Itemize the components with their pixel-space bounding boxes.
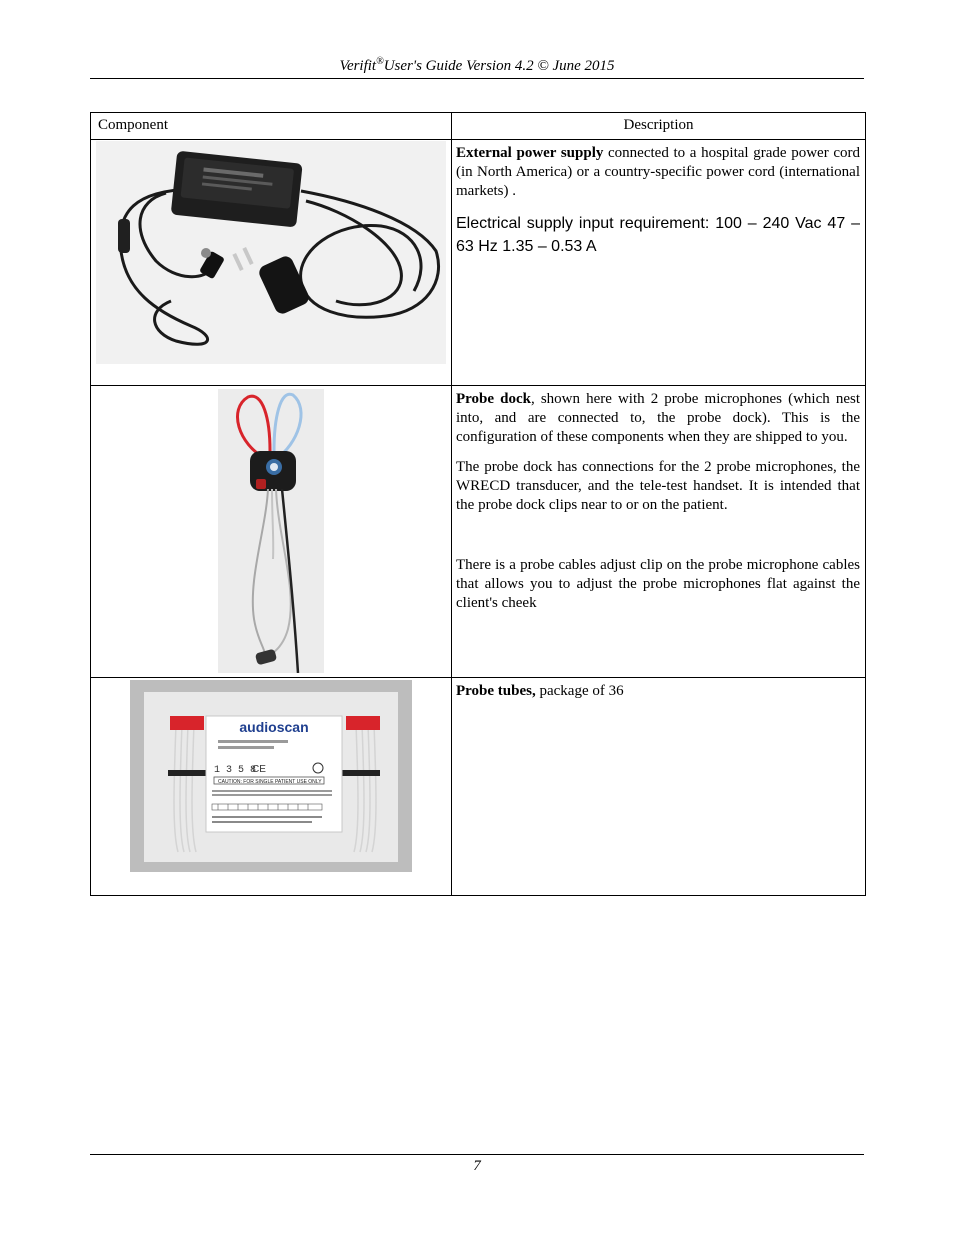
description-paragraph — [456, 390, 860, 447]
description-text: connected to a hospital grade power cord (in North America) or a country-specific power cord (international markets) . — [456, 145, 860, 199]
description-paragraph: The probe dock has connections for the 2 probe microphones, the WRECD transducer, and the tele-test handset. It is intended that the probe dock clips near to or on the patient. — [456, 459, 860, 513]
probe-dock-photo — [218, 389, 324, 673]
component-name: External power supply — [456, 145, 604, 161]
component-description-cell — [452, 678, 866, 896]
table-header-row — [91, 113, 866, 140]
probe-tubes-ce-mark: CE — [252, 764, 266, 775]
probe-tubes-caution: CAUTION: FOR SINGLE PATIENT USE ONLY — [218, 779, 322, 785]
component-description-cell — [452, 386, 866, 678]
description-paragraph — [456, 682, 860, 701]
description-text: , shown here with 2 probe microphones (which nest into, and are connected to, the probe dock). This is the configuration of these components when they are shipped to you. — [456, 391, 860, 445]
description-paragraph — [456, 144, 860, 201]
footer-rule — [90, 1154, 864, 1155]
component-image-cell — [91, 140, 452, 386]
component-image-cell — [91, 386, 452, 678]
electrical-requirement: Electrical supply input requirement: 100 – 240 Vac 47 – 63 Hz 1.35 – 0.53 A — [456, 215, 860, 255]
component-description-cell — [452, 140, 866, 386]
probe-tubes-lot: 1 3 5 8 — [214, 765, 257, 776]
component-name: Probe dock — [456, 391, 531, 407]
page-header — [90, 56, 864, 76]
probe-tubes-brand: audioscan — [239, 719, 309, 735]
probe-tubes-photo — [130, 680, 412, 872]
header-title: User's Guide Version 4.2 © June 2015 — [383, 58, 615, 74]
component-table — [90, 112, 866, 896]
page-number: 7 — [473, 1158, 481, 1174]
description-paragraph: There is a probe cables adjust clip on the probe microphone cables that allows you to adjust the probe microphones flat against the client's cheek — [456, 557, 860, 611]
description-text: package of 36 — [535, 683, 624, 699]
component-image-cell — [91, 678, 452, 896]
component-name: Probe tubes, — [456, 683, 536, 699]
table-row — [91, 140, 866, 386]
header-brand: Verifit — [339, 58, 377, 74]
header-rule — [90, 78, 864, 79]
power-supply-photo — [96, 141, 446, 364]
table-row — [91, 678, 866, 896]
column-header-description: Description — [452, 113, 866, 140]
table-row — [91, 386, 866, 678]
registered-mark: ® — [376, 56, 384, 67]
column-header-component: Component — [91, 113, 452, 140]
